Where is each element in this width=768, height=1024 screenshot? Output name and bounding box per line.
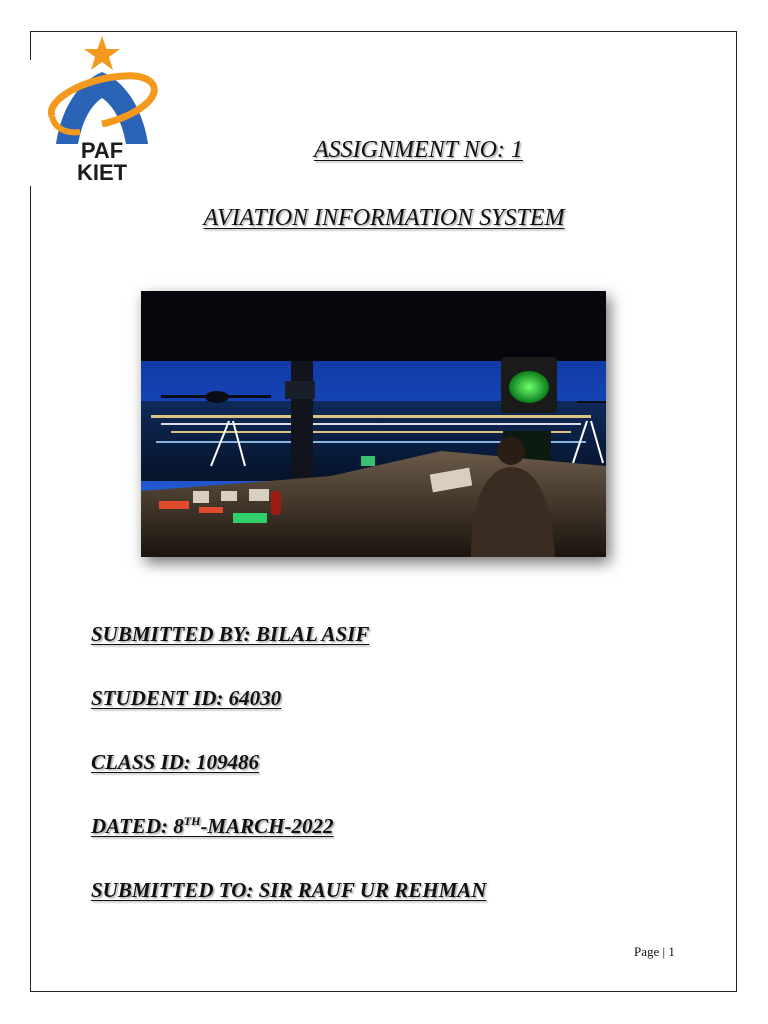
dated <box>91 814 333 839</box>
page-number: Page | 1 <box>634 944 675 959</box>
logo-text-kiet: KIET <box>76 160 128 184</box>
class-id: CLASS ID: 109486 <box>91 750 260 774</box>
logo-star-icon <box>84 36 120 70</box>
student-id: STUDENT ID: 64030 <box>91 686 282 710</box>
control-tower-photo <box>141 291 606 557</box>
document-title: AVIATION INFORMATION SYSTEM <box>203 205 565 231</box>
dated-prefix: DATED: 8 <box>91 814 184 838</box>
dated-suffix: -MARCH-2022 <box>200 814 334 838</box>
dated-superscript: TH <box>183 814 201 828</box>
border-gap <box>26 60 35 186</box>
submitted-to: SUBMITTED TO: SIR RAUF UR REHMAN <box>91 878 487 902</box>
submitted-by: SUBMITTED BY: BILAL ASIF <box>91 622 370 646</box>
paf-kiet-logo <box>44 36 160 184</box>
logo-text-paf: PAF <box>80 138 124 163</box>
assignment-heading: ASSIGNMENT NO: 1 <box>314 137 523 163</box>
